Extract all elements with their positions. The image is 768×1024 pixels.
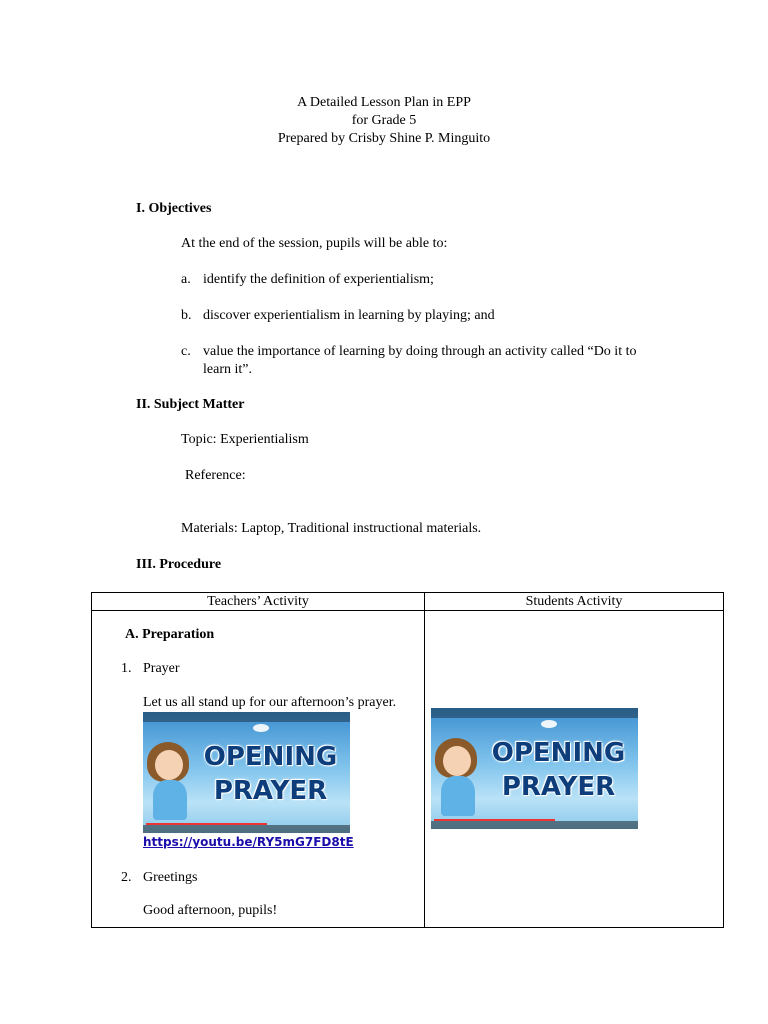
girl-face: [443, 746, 471, 776]
doc-title-line2: for Grade 5: [351, 113, 417, 128]
dove-icon: [253, 724, 269, 732]
subject-matter-heading: II. Subject Matter: [136, 397, 245, 412]
video-text-prayer: PRAYER: [213, 776, 328, 806]
topic-line: Topic: Experientialism: [181, 432, 309, 447]
girl-dress: [441, 776, 475, 816]
objective-text-a: identify the definition of experientialism;: [203, 272, 434, 287]
video-controls-bar[interactable]: [143, 825, 350, 833]
dove-icon: [541, 720, 557, 728]
materials-line: Materials: Laptop, Traditional instructional materials.: [181, 521, 482, 536]
objective-marker-c: c.: [181, 344, 191, 359]
step1-label: Prayer: [143, 661, 180, 676]
video-title-bar: [431, 708, 638, 718]
procedure-heading: III. Procedure: [136, 557, 222, 572]
step2-greeting: Good afternoon, pupils!: [143, 903, 278, 918]
objectives-intro: At the end of the session, pupils will be able to:: [181, 236, 448, 251]
teachers-activity-cell: [92, 611, 425, 928]
doc-author-line: Prepared by Crisby Shine P. Minguito: [277, 131, 491, 146]
section-preparation-heading: A. Preparation: [125, 627, 215, 642]
step1-instruction: Let us all stand up for our afternoon’s prayer.: [143, 695, 397, 710]
step1-marker: 1.: [121, 661, 132, 676]
opening-prayer-video-thumbnail-students[interactable]: [431, 708, 638, 829]
girl-face: [155, 750, 183, 780]
doc-title-line1: A Detailed Lesson Plan in EPP: [297, 95, 471, 110]
video-link[interactable]: https://youtu.be/RY5mG7FD8tE: [143, 835, 354, 849]
objective-marker-a: a.: [181, 272, 191, 287]
objectives-heading: I. Objectives: [136, 201, 212, 216]
objective-text-b: discover experientialism in learning by playing; and: [203, 308, 495, 323]
video-controls-bar[interactable]: [431, 821, 638, 829]
reference-line: Reference:: [185, 468, 246, 483]
procedure-table: [91, 592, 724, 928]
students-activity-cell: [425, 611, 724, 928]
objective-text-c-cont: learn it”.: [203, 362, 252, 377]
step2-marker: 2.: [121, 870, 132, 885]
video-text-opening: OPENING: [491, 738, 626, 768]
objective-text-c: value the importance of learning by doing through an activity called “Do it to: [203, 344, 637, 359]
opening-prayer-video-thumbnail[interactable]: [143, 712, 350, 833]
step2-label: Greetings: [143, 870, 198, 885]
column-header-teachers: Teachers’ Activity: [92, 593, 425, 611]
video-text-opening: OPENING: [203, 742, 338, 772]
objective-marker-b: b.: [181, 308, 192, 323]
video-title-bar: [143, 712, 350, 722]
girl-dress: [153, 780, 187, 820]
video-text-prayer: PRAYER: [501, 772, 616, 802]
column-header-students: Students Activity: [425, 593, 724, 611]
